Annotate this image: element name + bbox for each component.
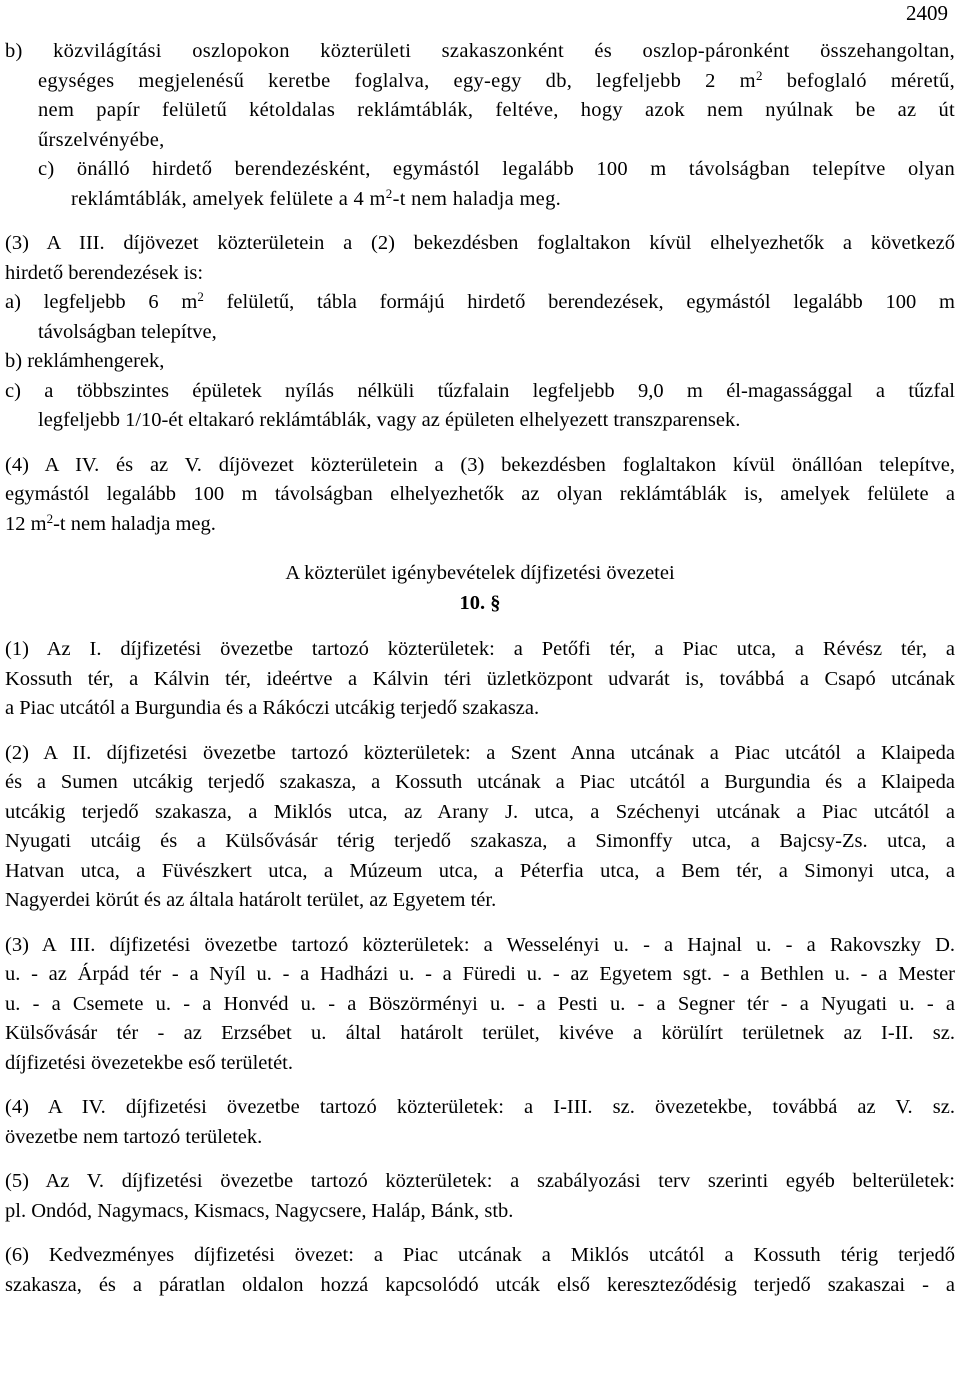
paragraph-2 bbox=[5, 739, 955, 916]
text-line: b) közvilágítási oszlopokon közterületi szakaszonként és oszlop-páronként összehangoltan, bbox=[5, 40, 955, 62]
text-span: reklámtáblák, amelyek felülete a 4 m bbox=[71, 187, 386, 210]
text-line bbox=[5, 510, 955, 540]
text-line: övezetbe nem tartozó területek. bbox=[5, 1125, 263, 1148]
text-line: u. - a Csemete u. - a Honvéd u. - a Böszörményi u. - a Pesti u. - a Segner tér - a Nyugati u. - a bbox=[5, 992, 955, 1015]
text-line: (2) A II. díjfizetési övezetbe tartozó közterületek: a Szent Anna utcának a Piac utcától a Klaipeda bbox=[5, 741, 955, 764]
text-line: (3) A III. díjövezet közterületein a (2) bekezdésben foglaltakon kívül elhelyezhetők a következő bbox=[5, 232, 955, 254]
text-line: legfeljebb 1/10-ét eltakaró reklámtáblák, vagy az épületen elhelyezett transzparensek. bbox=[38, 409, 741, 431]
text-span: egységes megjelenésű keretbe foglalva, egy-egy db, legfeljebb 2 m bbox=[38, 69, 756, 92]
section-3 bbox=[5, 229, 955, 436]
paragraph-4 bbox=[5, 1093, 955, 1152]
section-number: 10. § bbox=[459, 591, 501, 614]
superscript: 2 bbox=[385, 185, 393, 201]
superscript: 2 bbox=[755, 67, 763, 83]
text-line: (4) A IV. díjfizetési övezetbe tartozó közterületek: a I-III. sz. övezetekbe, továbbá az V. sz. bbox=[5, 1096, 955, 1118]
text-line: (5) Az V. díjfizetési övezetbe tartozó közterületek: a szabályozási terv szerinti egyéb belterületek: bbox=[5, 1170, 955, 1192]
text-span: 12 m bbox=[5, 512, 47, 535]
text-line bbox=[38, 185, 955, 215]
section-heading: A közterület igénybevételek díjfizetési övezetei bbox=[285, 562, 675, 584]
text-line: u. - az Árpád tér - a Nyíl u. - a Hadházi u. - a Füredi u. - az Egyetem sgt. - a Bethlen u. - a Mester bbox=[5, 963, 955, 985]
text-line: díjfizetési övezetekbe eső területét. bbox=[5, 1051, 294, 1074]
text-span: -t nem haladja meg. bbox=[392, 187, 562, 210]
text-span: felületű, tábla formájú hirdető berendezések, egymástól legalább 100 m bbox=[203, 291, 955, 313]
text-line: c) a többszintes épületek nyílás nélküli tűzfalain legfeljebb 9,0 m él-magassággal a tűzfal bbox=[5, 379, 955, 402]
text-line bbox=[5, 67, 955, 97]
text-line: Nagyerdei körút és az általa határolt terület, az Egyetem tér. bbox=[5, 889, 497, 911]
text-line: (1) Az I. díjfizetési övezetbe tartozó közterületek: a Petőfi tér, a Piac utca, a Révész tér, a bbox=[5, 638, 955, 660]
page-number: 2409 bbox=[906, 1, 948, 25]
text-line: nem papír felületű kétoldalas reklámtáblák, feltéve, hogy azok nem nyúlnak be az út bbox=[38, 99, 955, 121]
paragraph-6 bbox=[5, 1241, 955, 1300]
section-4 bbox=[5, 451, 955, 540]
text-line: (3) A III. díjfizetési övezetbe tartozó közterületek: a Wesselényi u. - a Hajnal u. - a Rakovszky D. bbox=[5, 933, 955, 956]
text-line: távolságban telepítve, bbox=[38, 320, 217, 343]
text-line: Hatvan utca, a Füvészkert utca, a Múzeum utca, a Péterfia utca, a Bem tér, a Simonyi utca, a bbox=[5, 859, 955, 882]
list-item-b bbox=[5, 37, 955, 155]
text-line: egymástól legalább 100 m távolságban elhelyezhetők az olyan reklámtáblák is, amelyek felülete a bbox=[5, 483, 955, 505]
text-line: Nyugati utcáig és a Külsővásár térig terjedő szakasza, a Simonffy utca, a Bajcsy-Zs. utca, a bbox=[5, 830, 955, 852]
paragraph-5 bbox=[5, 1167, 955, 1226]
text-line: Kossuth tér, a Kálvin tér, ideértve a Kálvin téri üzletközpont udvarát is, továbbá a Csapó utcának bbox=[5, 667, 955, 690]
list-item-c bbox=[5, 155, 955, 214]
paragraph-3 bbox=[5, 931, 955, 1079]
text-line: szakasza, és a páratlan oldalon hozzá kapcsolódó utcák első kereszteződésig terjedő szakaszai - a bbox=[5, 1273, 955, 1296]
text-line: (4) A IV. és az V. díjövezet közterületein a (3) bekezdésben foglaltakon kívül önállóan telepítve, bbox=[5, 453, 955, 476]
text-line: (6) Kedvezményes díjfizetési övezet: a Piac utcának a Miklós utcától a Kossuth térig terjedő bbox=[5, 1244, 955, 1266]
text-span: befoglaló méretű, bbox=[762, 69, 955, 92]
text-span: a) legfeljebb 6 m bbox=[5, 291, 198, 313]
text-line bbox=[5, 288, 955, 318]
paragraph-1 bbox=[5, 635, 955, 724]
text-line: hirdető berendezések is: bbox=[5, 261, 204, 284]
document-body bbox=[5, 37, 955, 1300]
text-line: Külsővásár tér - az Erzsébet u. által határolt terület, kivéve a körülírt területnek az I-II. sz. bbox=[5, 1022, 955, 1044]
superscript: 2 bbox=[46, 510, 54, 526]
text-span: -t nem haladja meg. bbox=[53, 512, 216, 535]
text-line: pl. Ondód, Nagymacs, Kismacs, Nagycsere, Haláp, Bánk, stb. bbox=[5, 1199, 514, 1222]
superscript: 2 bbox=[197, 289, 204, 304]
text-line: utcákig terjedő szakasza, a Miklós utca, az Arany J. utca, a Széchenyi utcának a Piac utcától a bbox=[5, 800, 955, 823]
text-line: és a Sumen utcákig terjedő szakasza, a Kossuth utcának a Piac utcától a Burgundia és a Klaipeda bbox=[5, 771, 955, 793]
text-line: a Piac utcától a Burgundia és a Rákóczi utcákig terjedő szakasza. bbox=[5, 697, 540, 719]
text-line: c) önálló hirdető berendezésként, egymástól legalább 100 m távolságban telepítve olyan bbox=[38, 158, 955, 180]
text-line: b) reklámhengerek, bbox=[5, 350, 165, 372]
text-line: űrszelvényébe, bbox=[38, 128, 165, 151]
